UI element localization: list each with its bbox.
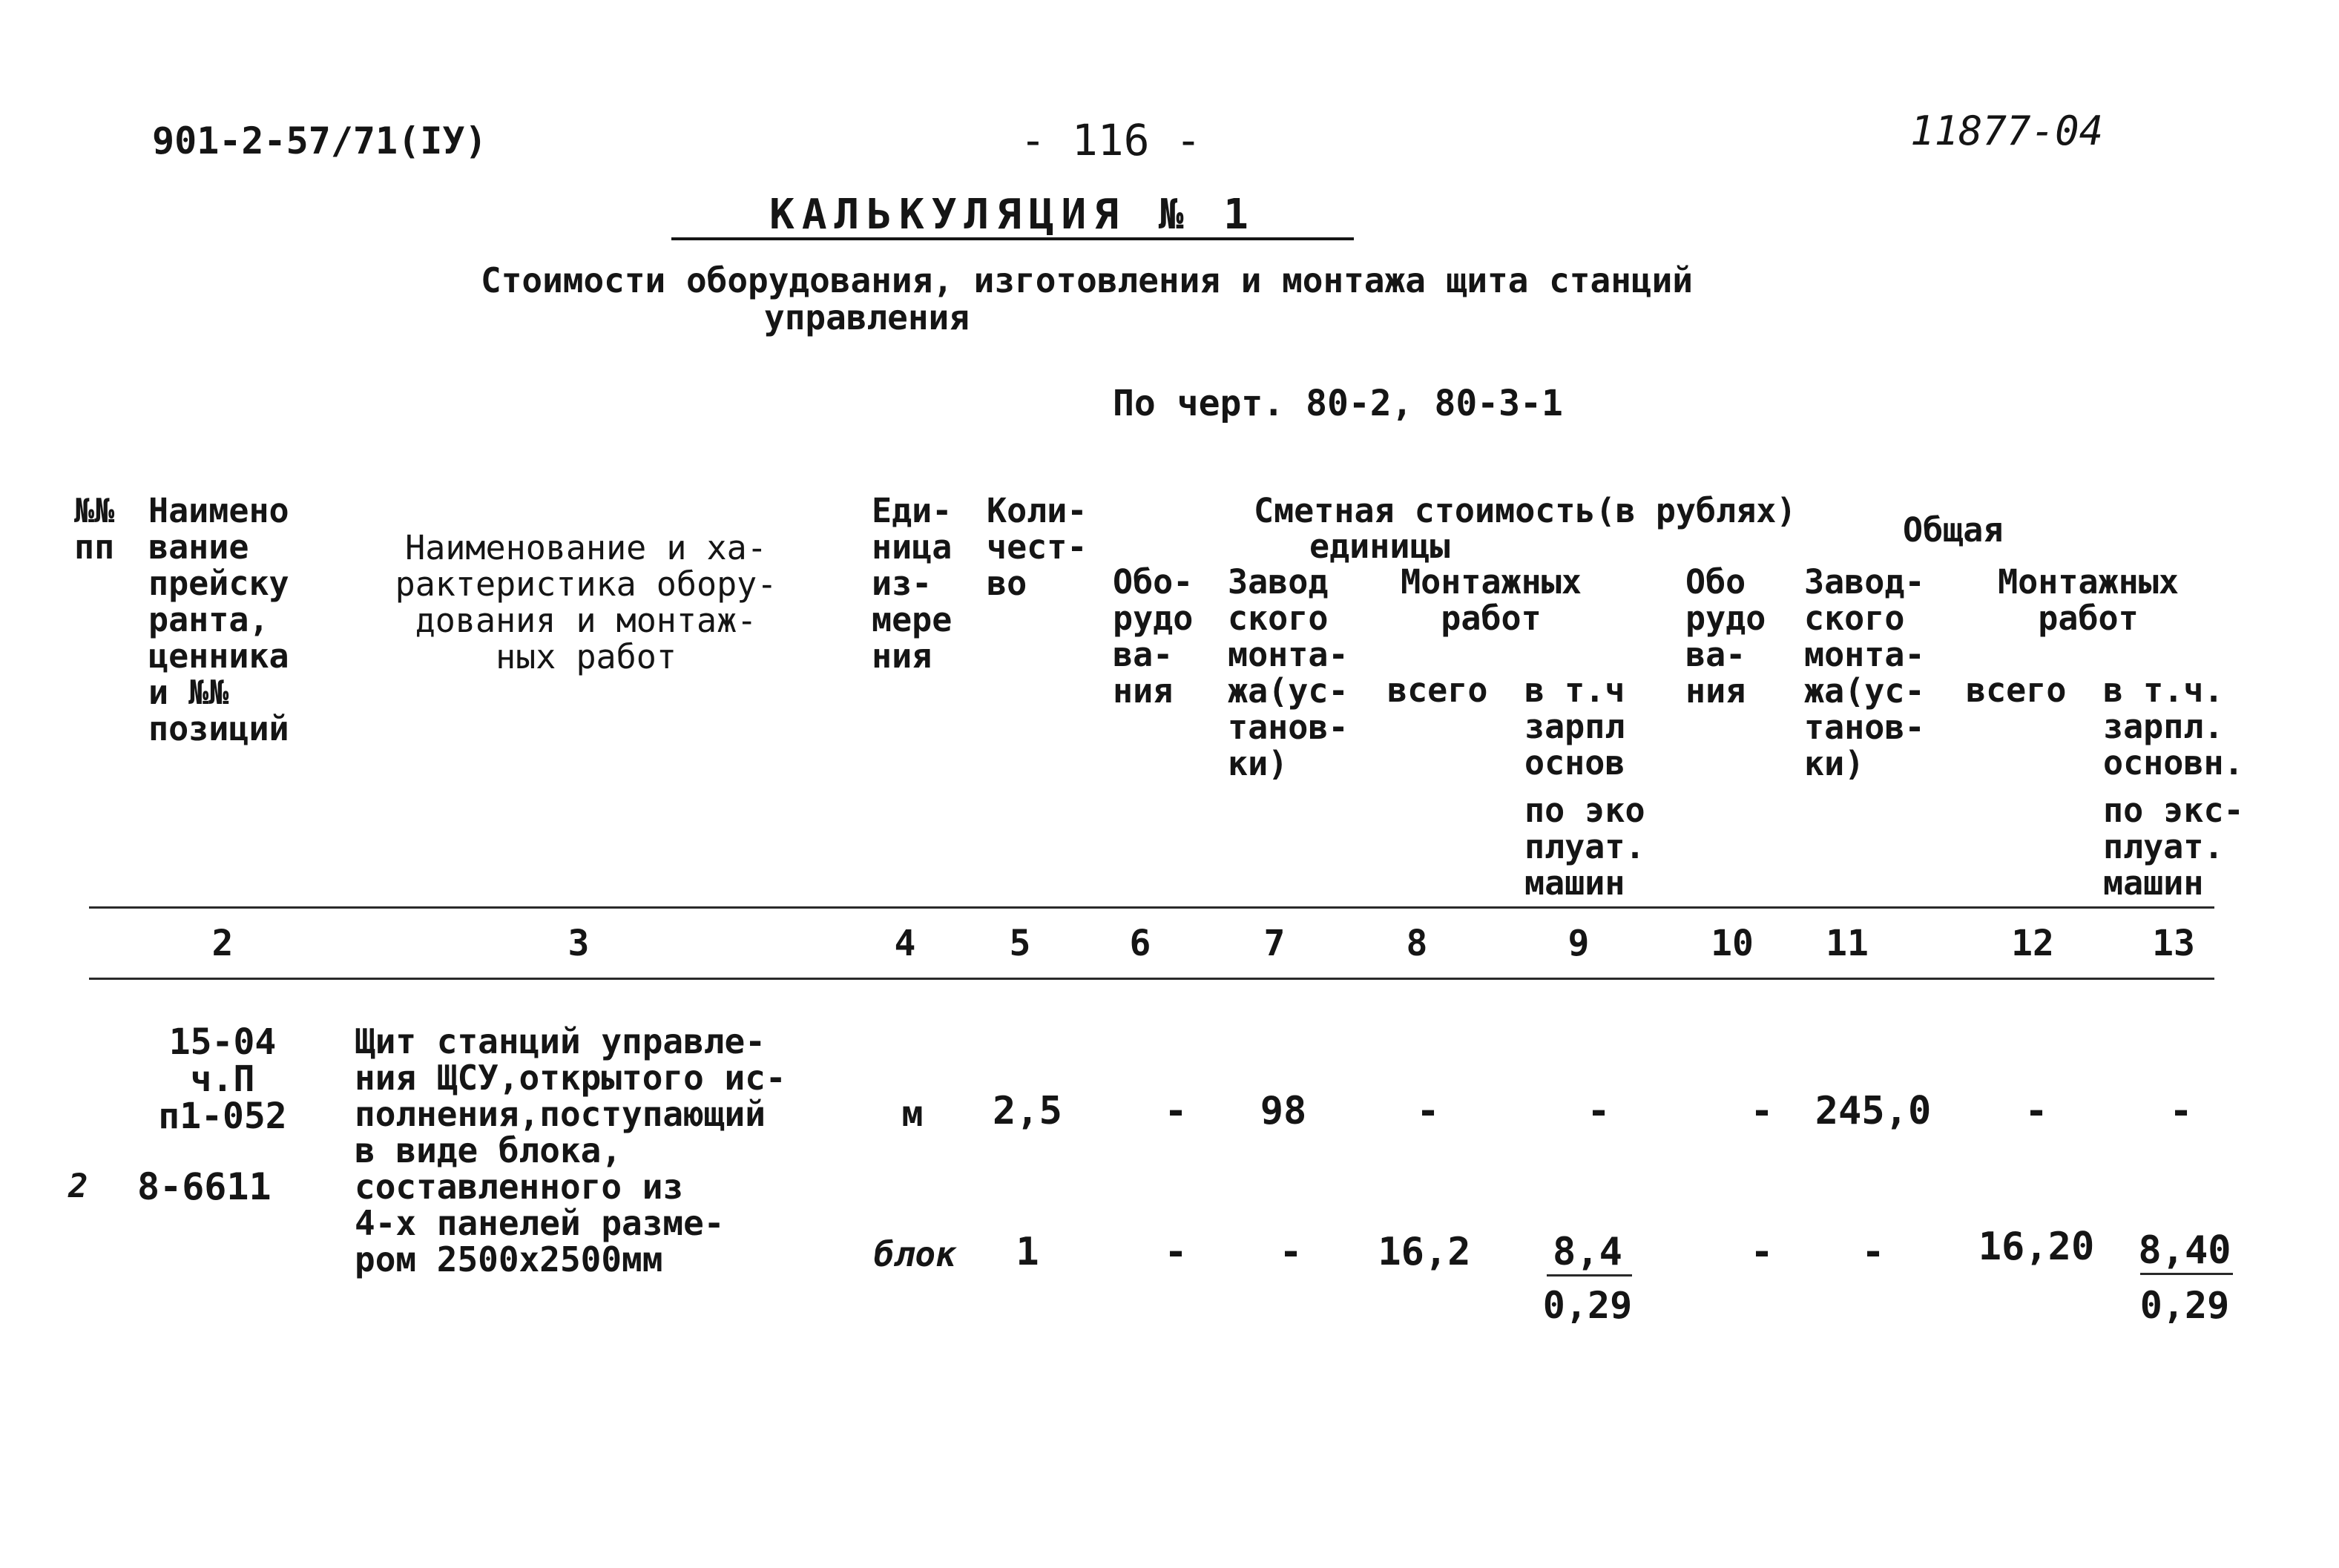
document-code: 901-2-57/71(IУ)	[152, 119, 487, 162]
document-title: КАЛЬКУЛЯЦИЯ № 1	[671, 194, 1354, 240]
header-rule-bottom	[89, 978, 2214, 980]
subtitle-line-2: управления	[764, 297, 970, 337]
row1-installation-wages-unit: -	[1587, 1089, 1611, 1133]
column-number-8: 8	[1406, 923, 1428, 964]
header-quantity: Коли- чест- во	[987, 491, 1088, 603]
header-unit-machines: по эко плуат. машин	[1524, 791, 1645, 903]
column-number-2: 2	[211, 923, 234, 964]
header-estimated-cost: Сметная стоимость(в рублях)	[1254, 491, 1797, 530]
header-per-unit: единицы	[1309, 527, 1450, 566]
subtitle-line-1: Стоимости оборудования, изготовления и монтажа щита станций	[481, 260, 1693, 300]
row2-unit-fraction-line	[1547, 1274, 1632, 1277]
price-list-reference: 15-04 ч.П п1-052	[158, 1021, 287, 1137]
header-factory-install-unit: Завод ского монта- жа(ус- танов- ки)	[1228, 562, 1349, 783]
column-number-12: 12	[2011, 923, 2054, 964]
column-number-7: 7	[1263, 923, 1286, 964]
row1-equipment-unit-cost: -	[1164, 1089, 1188, 1133]
header-equipment-total: Обо рудо ва- ния	[1685, 562, 1766, 711]
header-equipment-unit: Обо- рудо ва- ния	[1113, 562, 1194, 711]
drawing-reference: По черт. 80-2, 80-3-1	[1113, 383, 1563, 424]
header-position-number: №№ пп	[74, 491, 115, 567]
row2-unit: блок	[874, 1234, 956, 1274]
header-total-sum: всего	[1966, 671, 2067, 710]
column-number-5: 5	[1009, 923, 1031, 964]
header-installation-works-total: Монтажных работ	[1998, 562, 2179, 638]
header-price-list: Наимено вание прейску ранта, ценника и №№ позиций	[148, 491, 289, 748]
header-description: Наименование и ха- рактеристика обору- дования и монтаж- ных работ	[395, 528, 777, 676]
inventory-number: 11877-04	[1910, 108, 2104, 154]
row1-installation-total-sum: -	[2024, 1089, 2048, 1133]
row2-installation-total-sum: 16,20	[1978, 1225, 2095, 1269]
row2-quantity: 1	[1016, 1230, 1039, 1274]
row2-equipment-total-cost: -	[1750, 1230, 1774, 1274]
row1-installation-total-unit: -	[1416, 1089, 1440, 1133]
header-factory-install-total: Завод- ского монта- жа(ус- танов- ки)	[1804, 562, 1925, 783]
row2-unit-machine-operation: 0,29	[1542, 1284, 1633, 1327]
header-unit-wages: в т.ч зарпл основ	[1524, 671, 1625, 783]
row2-total-machine-operation: 0,29	[2139, 1284, 2230, 1327]
row2-total-fraction-line	[2140, 1273, 2233, 1275]
column-number-4: 4	[894, 923, 916, 964]
column-number-10: 10	[1711, 923, 1754, 964]
row2-equipment-unit-cost: -	[1164, 1230, 1188, 1274]
row1-equipment-total-cost: -	[1750, 1089, 1774, 1133]
header-total: Общая	[1903, 510, 2004, 550]
row2-factory-install-total-cost: -	[1861, 1230, 1885, 1274]
header-unit-total: всего	[1387, 671, 1488, 710]
page-number: - 116 -	[1020, 115, 1202, 165]
row1-installation-total-wages: -	[2169, 1089, 2193, 1133]
row1-factory-install-total-cost: 245,0	[1815, 1089, 1932, 1133]
header-unit: Еди- ница из- мере ния	[872, 491, 953, 676]
column-number-13: 13	[2152, 923, 2195, 964]
header-installation-works-unit: Монтажных работ	[1401, 562, 1582, 638]
column-number-9: 9	[1567, 923, 1590, 964]
column-number-11: 11	[1826, 923, 1869, 964]
column-number-6: 6	[1129, 923, 1151, 964]
header-total-wages: в т.ч. зарпл. основн.	[2103, 671, 2244, 783]
row1-unit: м	[901, 1093, 924, 1135]
row2-installation-total-unit: 16,2	[1378, 1230, 1471, 1274]
header-total-machines: по экс- плуат. машин	[2103, 791, 2244, 903]
row2-factory-install-unit-cost: -	[1279, 1230, 1303, 1274]
column-number-3: 3	[568, 923, 590, 964]
equipment-description: Щит станций управле- ния ЩСУ,открытого ис- полнения,поступающий в виде блока, составленного из 4-х панелей разме- ром 2500х2500мм	[355, 1021, 786, 1279]
row2-installation-total-wages: 8,40	[2138, 1228, 2231, 1273]
row1-factory-install-unit-cost: 98	[1260, 1089, 1307, 1133]
row-position-number: 2	[68, 1167, 88, 1205]
price-list-reference-2: 8-6611	[137, 1165, 272, 1208]
row1-quantity: 2,5	[993, 1089, 1062, 1133]
header-rule-top	[89, 906, 2214, 909]
row2-installation-wages-unit: 8,4	[1553, 1230, 1622, 1274]
